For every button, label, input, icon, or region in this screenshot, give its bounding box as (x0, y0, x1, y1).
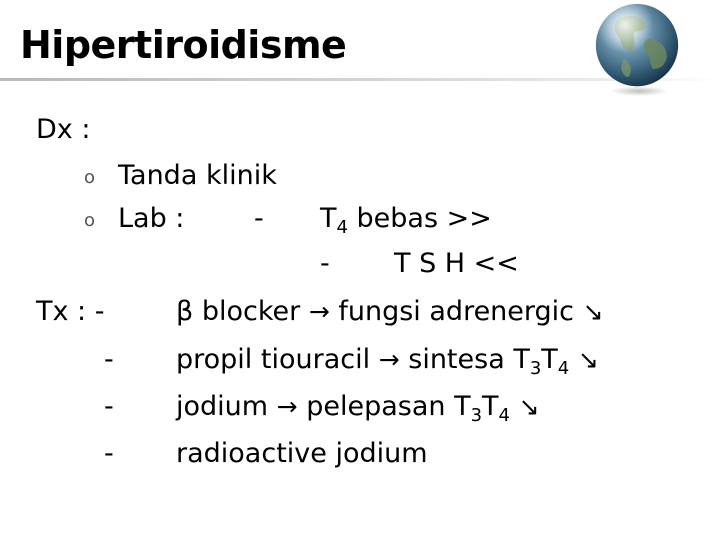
right-arrow-icon: → (276, 392, 298, 421)
decrease-arrow-icon: ↘ (577, 345, 599, 374)
bullet-marker: o (84, 210, 96, 231)
tx-dash: - (104, 438, 114, 469)
dx-extra-tsh: T S H << (394, 248, 519, 279)
right-arrow-icon: → (378, 345, 400, 374)
dx-extra-dash: - (320, 248, 330, 279)
dx-label: Dx : (36, 114, 91, 145)
dx-lab-value: $T_4$ bebas >> (320, 203, 492, 238)
tx-dash: - (104, 391, 114, 422)
dx-item-lab: Lab : (118, 203, 185, 234)
right-arrow-icon: → (308, 297, 330, 326)
subscript: 4 (336, 217, 348, 238)
tx-item-radioactive-jodium: radioactive jodium (176, 438, 428, 469)
subscript: 4 (498, 405, 510, 426)
tx-item-beta-blocker: β blocker → fungsi adrenergic ↘ (176, 296, 604, 327)
decrease-arrow-icon: ↘ (582, 297, 604, 326)
decrease-arrow-icon: ↘ (518, 392, 540, 421)
bullet-marker: o (84, 167, 96, 188)
subscript: 4 (557, 358, 570, 379)
tx-label: Tx : - (36, 296, 105, 327)
tx-dash: - (104, 344, 114, 375)
tx-item-propil-tiouracil: propil tiouracil → sintesa $T_3T_4$ ↘ (176, 344, 599, 379)
subscript: 3 (529, 358, 542, 379)
dx-item-tanda-klinik: Tanda klinik (118, 160, 277, 191)
globe-icon (588, 0, 686, 98)
tx-item-jodium: jodium → pelepasan $T_3T_4$ ↘ (176, 391, 540, 426)
beta-symbol: β (176, 296, 194, 327)
slide-title: Hipertiroidisme (20, 23, 347, 67)
dx-lab-dash: - (254, 203, 264, 234)
subscript: 3 (470, 405, 483, 426)
